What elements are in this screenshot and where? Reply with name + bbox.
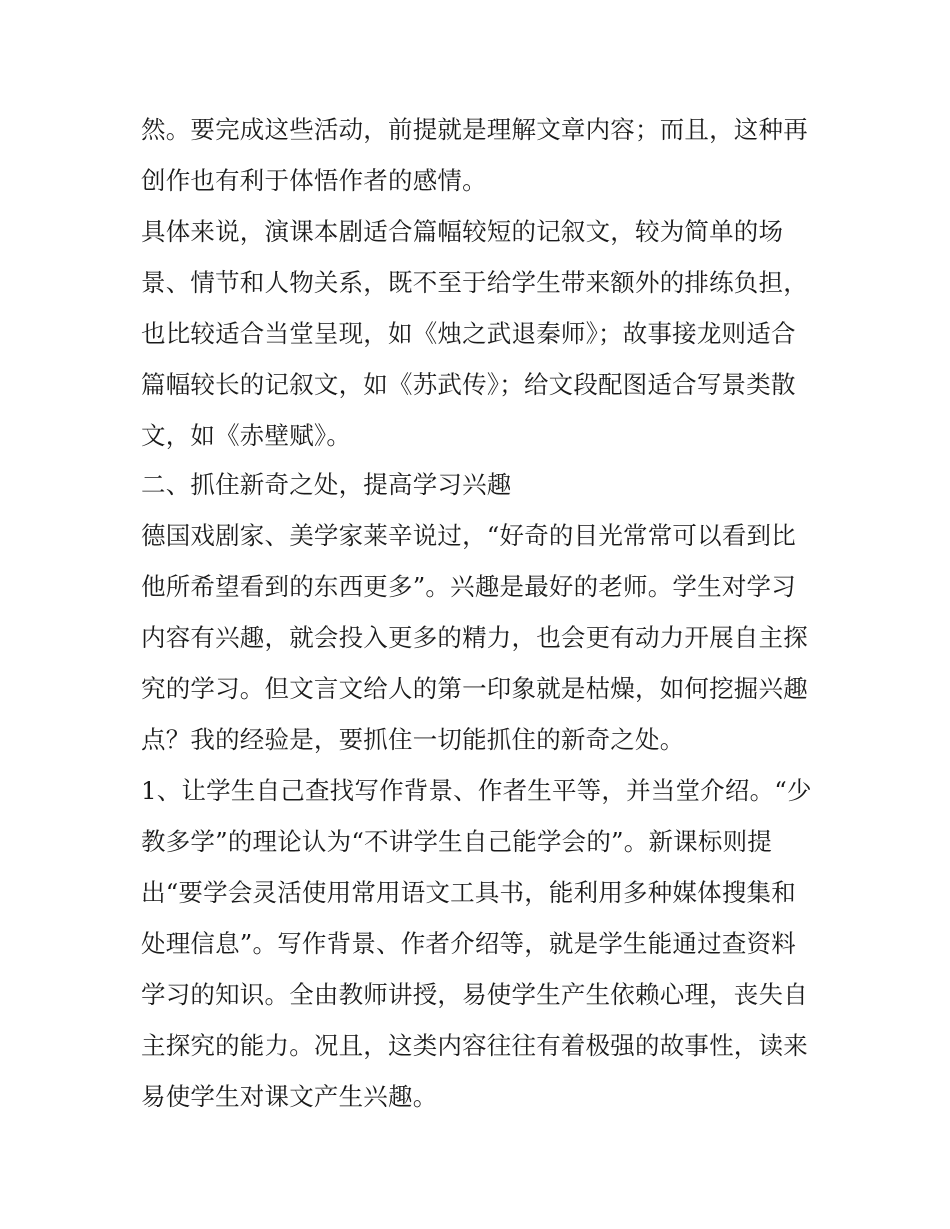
- text-line: 然。要完成这些活动，前提就是理解文章内容；而且，这种再: [141, 115, 808, 144]
- text-line: 教多学”的理论认为“不讲学生自己能学会的”。新课标则提: [141, 827, 772, 856]
- section-heading: 二、抓住新奇之处，提高学习兴趣: [141, 470, 512, 499]
- text-line: 究的学习。但文言文给人的第一印象就是枯燥，如何挖掘兴趣: [141, 674, 808, 703]
- text-line: 点？我的经验是，要抓住一切能抓住的新奇之处。: [141, 725, 685, 754]
- text-line: 1、让学生自己查找写作背景、作者生平等，并当堂介绍。“少: [141, 776, 812, 805]
- text-line: 创作也有利于体悟作者的感情。: [141, 166, 487, 195]
- text-line: 学习的知识。全由教师讲授，易使学生产生依赖心理，丧失自: [141, 980, 808, 1009]
- text-line: 具体来说，演课本剧适合篇幅较短的记叙文，较为简单的场: [141, 217, 784, 246]
- text-line: 德国戏剧家、美学家莱辛说过，“好奇的目光常常可以看到比: [141, 521, 796, 550]
- text-line: 出“要学会灵活使用常用语文工具书，能利用多种媒体搜集和: [141, 878, 796, 907]
- text-line: 景、情节和人物关系，既不至于给学生带来额外的排练负担，: [141, 268, 808, 297]
- text-line: 易使学生对课文产生兴趣。: [141, 1082, 438, 1111]
- text-line: 主探究的能力。况且，这类内容往往有着极强的故事性，读来: [141, 1031, 808, 1060]
- text-line: 文，如《赤壁赋》。: [141, 421, 352, 450]
- text-line: 他所希望看到的东西更多”。兴趣是最好的老师。学生对学习: [141, 572, 796, 601]
- text-line: 也比较适合当堂呈现，如《烛之武退秦师》；故事接龙则适合: [141, 319, 796, 348]
- text-line: 内容有兴趣，就会投入更多的精力，也会更有动力开展自主探: [141, 623, 808, 652]
- text-line: 处理信息”。写作背景、作者介绍等，就是学生能通过查资料: [141, 929, 796, 958]
- text-line: 篇幅较长的记叙文，如《苏武传》；给文段配图适合写景类散: [141, 370, 796, 399]
